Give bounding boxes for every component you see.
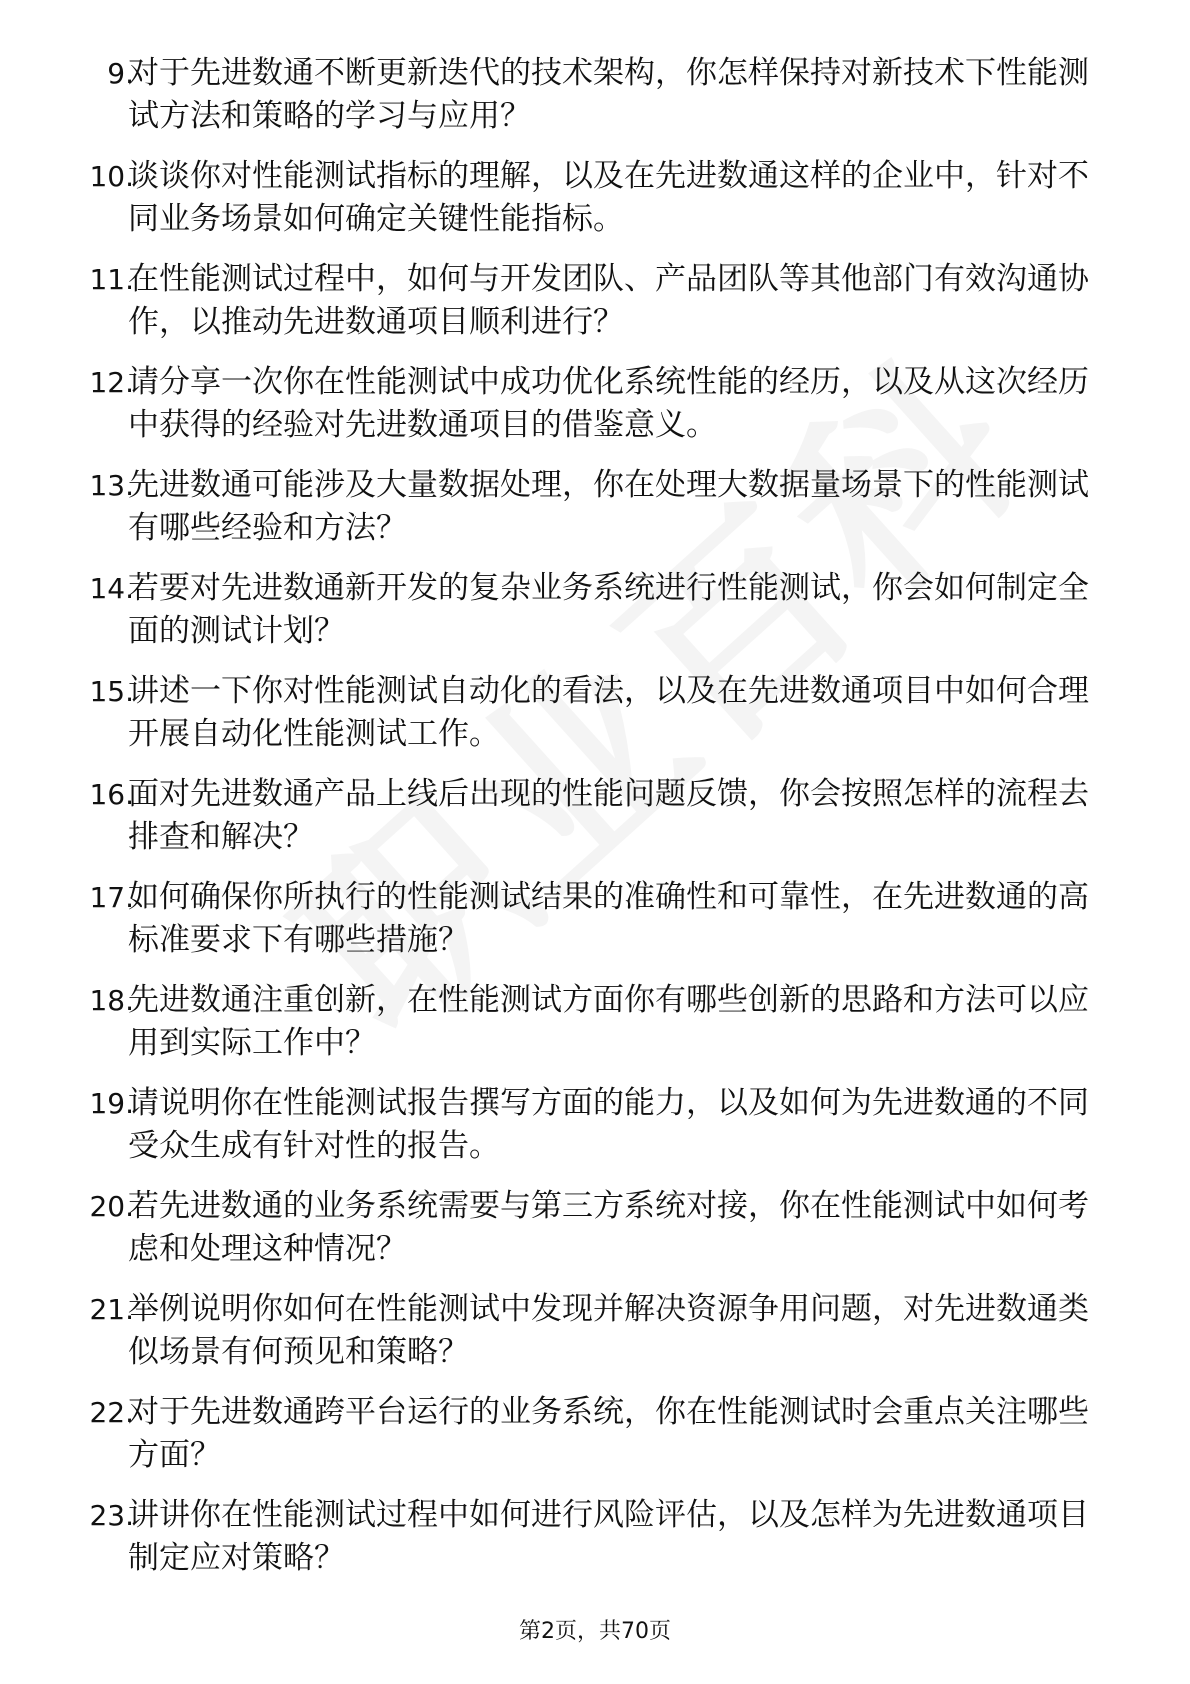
question-item bbox=[0, 155, 1190, 258]
question-text: 对于先进数通跨平台运行的业务系统，你在性能测试时会重点关注哪些方面？ bbox=[128, 1394, 1089, 1473]
question-item bbox=[0, 1288, 1190, 1391]
question-item bbox=[0, 258, 1190, 361]
page-number-footer: 第2页，共70页 bbox=[519, 1619, 671, 1644]
question-item bbox=[0, 1185, 1190, 1288]
question-item bbox=[0, 1082, 1190, 1185]
question-text: 讲讲你在性能测试过程中如何进行风险评估，以及怎样为先进数通项目制定应对策略？ bbox=[128, 1497, 1089, 1576]
question-number: 22. bbox=[89, 1396, 134, 1429]
question-item bbox=[0, 979, 1190, 1082]
question-text: 谈谈你对性能测试指标的理解，以及在先进数通这样的企业中，针对不同业务场景如何确定关键性能指标。 bbox=[128, 158, 1089, 237]
question-number: 16. bbox=[89, 778, 134, 811]
question-number: 9. bbox=[107, 57, 134, 90]
question-item bbox=[0, 1494, 1190, 1597]
question-text: 请分享一次你在性能测试中成功优化系统性能的经历，以及从这次经历中获得的经验对先进数通项目的借鉴意义。 bbox=[128, 364, 1089, 443]
question-number: 11. bbox=[89, 263, 134, 296]
question-number: 23. bbox=[89, 1499, 134, 1532]
question-text: 若要对先进数通新开发的复杂业务系统进行性能测试，你会如何制定全面的测试计划？ bbox=[128, 570, 1089, 649]
question-item bbox=[0, 567, 1190, 670]
question-number: 21. bbox=[89, 1293, 134, 1326]
question-text: 如何确保你所执行的性能测试结果的准确性和可靠性，在先进数通的高标准要求下有哪些措施？ bbox=[128, 879, 1089, 958]
question-text: 举例说明你如何在性能测试中发现并解决资源争用问题，对先进数通类似场景有何预见和策略？ bbox=[128, 1291, 1089, 1370]
question-item bbox=[0, 52, 1190, 155]
question-number: 12. bbox=[89, 366, 134, 399]
question-item bbox=[0, 773, 1190, 876]
question-list bbox=[0, 52, 1190, 1597]
question-number: 18. bbox=[89, 984, 134, 1017]
question-number: 17. bbox=[89, 881, 134, 914]
question-item bbox=[0, 876, 1190, 979]
question-text: 请说明你在性能测试报告撰写方面的能力，以及如何为先进数通的不同受众生成有针对性的报告。 bbox=[128, 1085, 1089, 1164]
question-number: 10. bbox=[89, 160, 134, 193]
question-number: 15. bbox=[89, 675, 134, 708]
question-number: 13. bbox=[89, 469, 134, 502]
question-item bbox=[0, 670, 1190, 773]
question-text: 先进数通注重创新，在性能测试方面你有哪些创新的思路和方法可以应用到实际工作中？ bbox=[128, 982, 1089, 1061]
question-number: 14. bbox=[89, 572, 134, 605]
question-number: 19. bbox=[89, 1087, 134, 1120]
question-text: 对于先进数通不断更新迭代的技术架构，你怎样保持对新技术下性能测试方法和策略的学习与应用？ bbox=[128, 55, 1089, 134]
question-item bbox=[0, 1391, 1190, 1494]
question-number: 20. bbox=[89, 1190, 134, 1223]
question-text: 在性能测试过程中，如何与开发团队、产品团队等其他部门有效沟通协作，以推动先进数通项目顺利进行？ bbox=[128, 261, 1089, 340]
question-item bbox=[0, 361, 1190, 464]
question-text: 若先进数通的业务系统需要与第三方系统对接，你在性能测试中如何考虑和处理这种情况？ bbox=[128, 1188, 1089, 1267]
question-text: 讲述一下你对性能测试自动化的看法，以及在先进数通项目中如何合理开展自动化性能测试工作。 bbox=[128, 673, 1089, 752]
question-text: 先进数通可能涉及大量数据处理，你在处理大数据量场景下的性能测试有哪些经验和方法？ bbox=[128, 467, 1089, 546]
question-item bbox=[0, 464, 1190, 567]
question-text: 面对先进数通产品上线后出现的性能问题反馈，你会按照怎样的流程去排查和解决？ bbox=[128, 776, 1089, 855]
